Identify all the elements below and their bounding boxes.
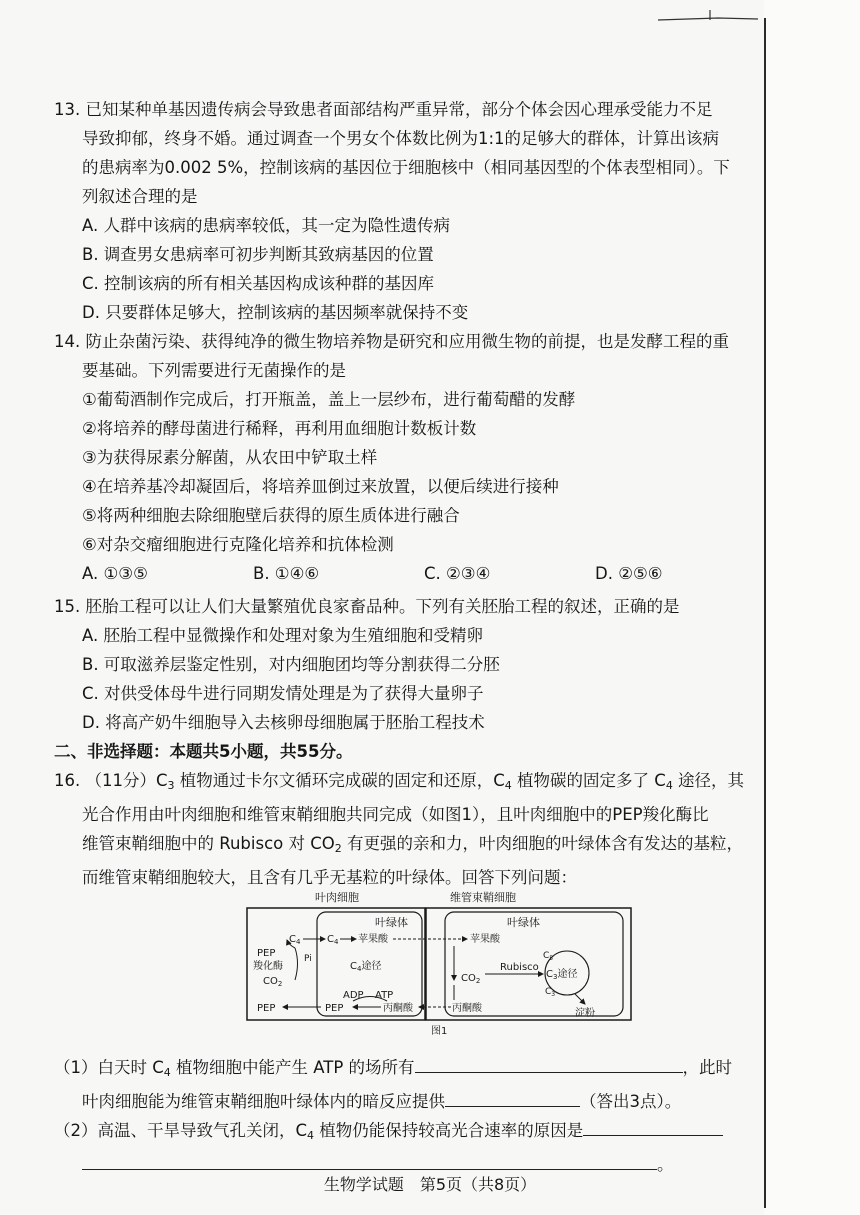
label-pyruvate-1: 丙酮酸 — [383, 1003, 413, 1014]
page-edge-shadow — [764, 0, 860, 1215]
label-starch: 淀粉 — [575, 1008, 595, 1019]
label-pep-b: PEP — [325, 1003, 344, 1014]
q16-stem-line-3: 维管束鞘细胞中的 Rubisco 对 $CO_2$ 有更强的亲和力，叶肉细胞的叶绿体含有发达的基粒， — [82, 834, 743, 855]
q16-stem-line-2: 光合作用由叶肉细胞和维管束鞘细胞共同完成（如图1），且叶肉细胞中的PEP羧化酶比 — [82, 805, 709, 824]
q15-option-b[interactable]: B. 可取滋养层鉴定性别，对内细胞团均等分割获得二分胚 — [82, 655, 500, 674]
q15-option-d[interactable]: D. 将高产奶牛细胞导入去核卵母细胞属于胚胎工程技术 — [82, 713, 485, 732]
page-footer: 生物学试题 第5页（共8页） — [323, 1175, 537, 1194]
question-13 — [54, 95, 766, 327]
q14-stem-line-1: 14. 防止杂菌污染、获得纯净的微生物培养物是研究和应用微生物的前提，也是发酵工程的重 — [54, 332, 729, 351]
figure-caption: 图1 — [431, 1026, 448, 1037]
q14-item-4: ④在培养基冷却凝固后，将培养皿倒过来放置，以便后续进行接种 — [82, 477, 559, 496]
label-c5: $C_5$ — [543, 951, 554, 962]
scan-marks — [658, 4, 768, 28]
label-pi: Pi — [304, 954, 312, 964]
question-15 — [54, 592, 766, 737]
q14-choice-d[interactable]: D. ②⑤⑥ — [595, 564, 663, 583]
q13-option-c[interactable]: C. 控制该病的所有相关基因构成该种群的基因库 — [82, 274, 435, 293]
q16-stem-line-4: 而维管束鞘细胞较大，且含有几乎无基粒的叶绿体。回答下列问题： — [82, 868, 577, 887]
label-c4-mid: $C_4$ — [327, 934, 339, 946]
q14-item-5: ⑤将两种细胞去除细胞壁后获得的原生质体进行融合 — [82, 506, 460, 525]
q13-option-d[interactable]: D. 只要群体足够大，控制该病的基因频率就保持不变 — [82, 303, 469, 322]
q15-stem: 15. 胚胎工程可以让人们大量繁殖优良家畜品种。下列有关胚胎工程的叙述，正确的是 — [54, 597, 680, 616]
q13-option-a[interactable]: A. 人群中该病的患病率较低，其一定为隐性遗传病 — [82, 216, 450, 235]
c4-pathway-diagram — [245, 888, 640, 1038]
label-c3: $C_3$ — [545, 987, 556, 998]
label-atp: ATP — [375, 990, 394, 1001]
q14-choices — [54, 559, 766, 588]
q16-2-answer-blank-2[interactable] — [82, 1169, 657, 1170]
label-pep-carboxylase-1: PEP — [257, 948, 276, 959]
label-mesophyll-cell: 叶肉细胞 — [315, 891, 359, 904]
label-malate-1: 苹果酸 — [358, 934, 388, 945]
q16-sub-1-line-2: 叶肉细胞能为维管束鞘细胞叶绿体内的暗反应提供 （答出3点）。 — [82, 1092, 682, 1111]
label-c3-cycle: $C_3$途径 — [546, 969, 578, 981]
section-2-heading: 二、非选择题：本题共5小题，共55分。 — [54, 742, 353, 761]
q16-stem-line-1: 16. （11分）$C_3$ 植物通过卡尔文循环完成碳的固定和还原，$C_4$ 植物碳的固定多了 $C_4$ 途径，其 — [54, 771, 745, 792]
q13-stem-line-4: 列叙述合理的是 — [82, 187, 198, 206]
page-edge — [764, 0, 860, 1215]
label-co2-right: $CO_2$ — [461, 973, 481, 985]
q13-option-b[interactable]: B. 调查男女患病率可初步判断其致病基因的位置 — [82, 245, 434, 264]
q15-option-c[interactable]: C. 对供受体母牛进行同期发情处理是为了获得大量卵子 — [82, 684, 484, 703]
label-pyruvate-2: 丙酮酸 — [452, 1003, 482, 1014]
q16-subquestions — [54, 1053, 766, 1179]
label-adp: ADP — [343, 990, 364, 1001]
q13-stem-line-1: 13. 已知某种单基因遗传病会导致患者面部结构严重异常，部分个体会因心理承受能力不足 — [54, 100, 713, 119]
q14-stem-line-2: 要基础。下列需要进行无菌操作的是 — [82, 361, 346, 380]
q16-sub-2-line-2: 。 — [54, 1150, 766, 1179]
q14-item-3: ③为获得尿素分解菌，从农田中铲取土样 — [82, 448, 378, 467]
label-co2-left: $CO_2$ — [263, 976, 283, 988]
label-pep-carboxylase-2: 羧化酶 — [253, 961, 283, 972]
label-bundle-sheath-cell: 维管束鞘细胞 — [450, 891, 516, 904]
q15-option-a[interactable]: A. 胚胎工程中显微操作和处理对象为生殖细胞和受精卵 — [82, 626, 483, 645]
question-14 — [54, 327, 766, 588]
q16-1-answer-blank-2[interactable] — [445, 1106, 580, 1107]
label-malate-2: 苹果酸 — [470, 934, 500, 945]
label-chloroplast-1: 叶绿体 — [375, 916, 408, 929]
q13-stem-line-2: 导致抑郁，终身不婚。通过调查一个男女个体数比例为1:1的足够大的群体，计算出该病 — [82, 129, 720, 148]
q16-1-answer-blank-1[interactable] — [415, 1072, 683, 1073]
label-chloroplast-2: 叶绿体 — [507, 916, 540, 929]
question-16 — [54, 766, 766, 892]
q14-choice-a[interactable]: A. ①③⑤ — [82, 564, 148, 583]
label-pep-a: PEP — [257, 1003, 276, 1014]
label-c4-left: $C_4$ — [289, 934, 301, 946]
label-c4-pathway: $C_4$途径 — [350, 961, 382, 973]
q16-2-answer-blank-1[interactable] — [583, 1135, 723, 1136]
q16-sub-1-line-1: （1）白天时 $C_4$ 植物细胞中能产生 ATP 的场所有 ，此时 — [54, 1058, 733, 1079]
q14-item-6: ⑥对杂交瘤细胞进行克隆化培养和抗体检测 — [82, 535, 394, 554]
q13-stem-line-3: 的患病率为0.002 5%，控制该病的基因位于细胞核中（相同基因型的个体表型相同）。下 — [82, 158, 730, 177]
label-rubisco: Rubisco — [500, 962, 539, 973]
q14-item-1: ①葡萄酒制作完成后，打开瓶盖，盖上一层纱布，进行葡萄醋的发酵 — [82, 390, 576, 409]
q16-sub-2-line-1: （2）高温、干旱导致气孔关闭，$C_4$ 植物仍能保持较高光合速率的原因是 — [54, 1116, 766, 1150]
q14-item-2: ②将培养的酵母菌进行稀释，再利用血细胞计数板计数 — [82, 419, 477, 438]
q14-choice-b[interactable]: B. ①④⑥ — [253, 564, 320, 583]
q14-choice-c[interactable]: C. ②③④ — [424, 564, 491, 583]
